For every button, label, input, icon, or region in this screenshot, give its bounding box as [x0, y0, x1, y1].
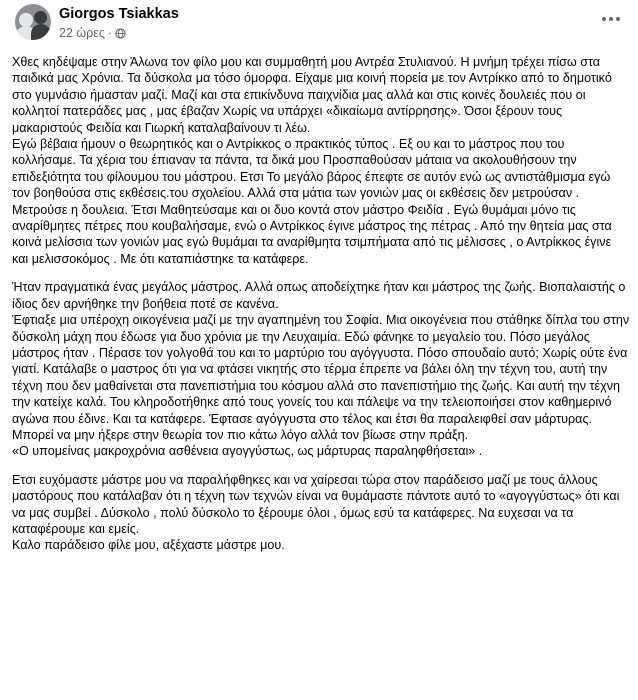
post-paragraph-6: Ετσι ευχόμαστε μάστρε μου να παραλήφθηκες και να χαίρεσαι τώρα στον παράδεισο μαζί με τους άλλους μαστόρους που κατάλαβαν ότι η τέχνη των τεχνών είναι να θυμάμαστε πάντοτε αυτό το «αγογγύστως» ότι και να μας συμβεί . Δύσκολο , πολύ δύσκολο το ξέρουμε όλοι , όμως εσύ τα κατάφερες. Να ευχεσαι να τα καταφέρουμε και εμείς. — [12, 472, 620, 536]
post-paragraph-2: Εγώ βέβαια ήμουν ο θεωρητικός και ο Αντρίκκος ο πρακτικός τύπος . Εξ ου και το μάστρος που του κολλήσαμε. Τα χέρια του έπιαναν τα πάντα, τα δικά μου Προσπαθούσαν μάταια να ακολουθήσουν την επιδεξιότητα του φίλουμου του μάστρου. Ετσι Το μεγάλο βάρος έπεφτε σε αυτόν ενώ ως αντιστάθμισμα εγώ τον βοηθούσα στις εκθέσεις.του σχολείου. Αλλά στα μάτια των γονιών μας οι εκθέσεις δεν μετρούσαν . Μετρούσε η δουλεια. Έτσι Μαθητεύσαμε και οι δυο κοντά στον μάστρο Φειδία . Εγώ θυμάμαι μόνο τις αναρίθμητες πέτρες που κουβαλήσαμε, ενώ ο Αντρίκκος έγινε μάστρος της πέτρας . Από την θητεία μας στα κοινά μελίσσια των γονιών μας εγώ θυμάμαι τα αναρίθμητα τσιμπήματα από τις μέλισσες , ο Αντρίκκος έγινε και μελισσοκόμος . Με ότι καταπιάστηκε τα κατάφερε. — [12, 137, 612, 266]
post-paragraph-3: Ήταν πραγματικά ένας μεγάλος μάστρος. Αλλά οπως αποδείχτηκε ήταν και μάστρος της ζωής. Βιοπαλαιστής ο ίδιος δεν αρνήθηκε την βοήθεια ποτέ σε κανένα. — [12, 280, 626, 311]
avatar-person-right-body — [31, 24, 51, 40]
avatar-person-left — [19, 13, 33, 27]
post-header — [0, 0, 638, 46]
post-quote: «Ο υπομείνας μακροχρόνια ασθένεια αγογγύστως, ως μάρτυρας παραληφθήσεται» . — [12, 444, 483, 459]
post-meta — [59, 26, 126, 40]
post-paragraph-1: Χθες κηδέψαμε στην Άλωνα τον φίλο μου και συμμαθητή μου Αντρέα Στυλιανού. Η μνήμη τρέχει πίσω στα παιδικά μας Χρόνια. Τα δύσκολα μα τόσο όμορφα. Είχαμε μια κοινή πορεία με τον Αντρίκκο από το δημοτικό στο γυμνάσιο ήμασταν μαζί. Μαζί και στα επικίνδυνα παιχνίδια μας αλλά και στις κοινές δουλειές που οι κολλητοί πατεράδες μας , μας έβαζαν Χωρίς να υπάρχει «δικαίωμα αντίρρησης». Όσοι ξέρουν τους μακαριστούς Φειδία και Γιωρκή καταλαβαίνουν τι λέω. — [12, 55, 612, 135]
author-avatar[interactable] — [15, 4, 51, 40]
post-paragraph-4: Έφτιαξε μια υπέροχη οικογένεια μαζί με την αγαπημένη του Σοφία. Μια οικογένεια που στάθηκε δίπλα του στην δύσκολη μάχη που έδωσε για δυο χρόνια με την Λευχαιμία. Εδώ φάνηκε το μεγαλείο του. Πόσο μεγάλος μάστρος ήταν . Πέρασε τον γολγοθά του και το μαρτύριο του αγόγγυστα. Πόσο σπουδαίο αυτό; Χωρίς ούτε ένα γιατί. Κατάλαβε ο μαστρος ότι για να φτάσει νικητής στο τέρμα έπρεπε να βάλει όλη την τέχνη του, αυτή την τέχνη που δεν μαθαίνεται στα πανεπιστήμια του κόσμου αλλά στο πανεπιστήμιο της ζωής. Και αυτή την τέχνη την κατείχε καλά. Του κληροδοτήθηκε από τους γονείς του και πάλεψε να την τελειοποιήσει στον καθημερινό αγώνα που έδινε. Και τα κατάφερε. Έφτασε αγόγγυστα στο τέλος και έτσι θα παραλειφθεί σαν μάρτυρας. Μπορεί να μην ήξερε στην θεωρία τον πιο κάτω λόγο αλλά τον βίωσε στην πράξη. — [12, 313, 630, 442]
more-dot — [616, 17, 620, 21]
more-dot — [609, 17, 613, 21]
globe-icon[interactable] — [115, 28, 126, 39]
more-options-icon[interactable] — [598, 8, 624, 30]
post-paragraph-7: Καλο παράδεισο φίλε μου, αξέχαστε μάστρε μου. — [12, 538, 285, 553]
post-body — [12, 54, 630, 554]
post-timestamp[interactable]: 22 ώρες — [59, 26, 105, 40]
more-dot — [602, 17, 606, 21]
author-name[interactable]: Giorgos Tsiakkas — [59, 6, 179, 22]
avatar-person-right — [34, 11, 47, 24]
meta-separator: · — [107, 26, 113, 40]
